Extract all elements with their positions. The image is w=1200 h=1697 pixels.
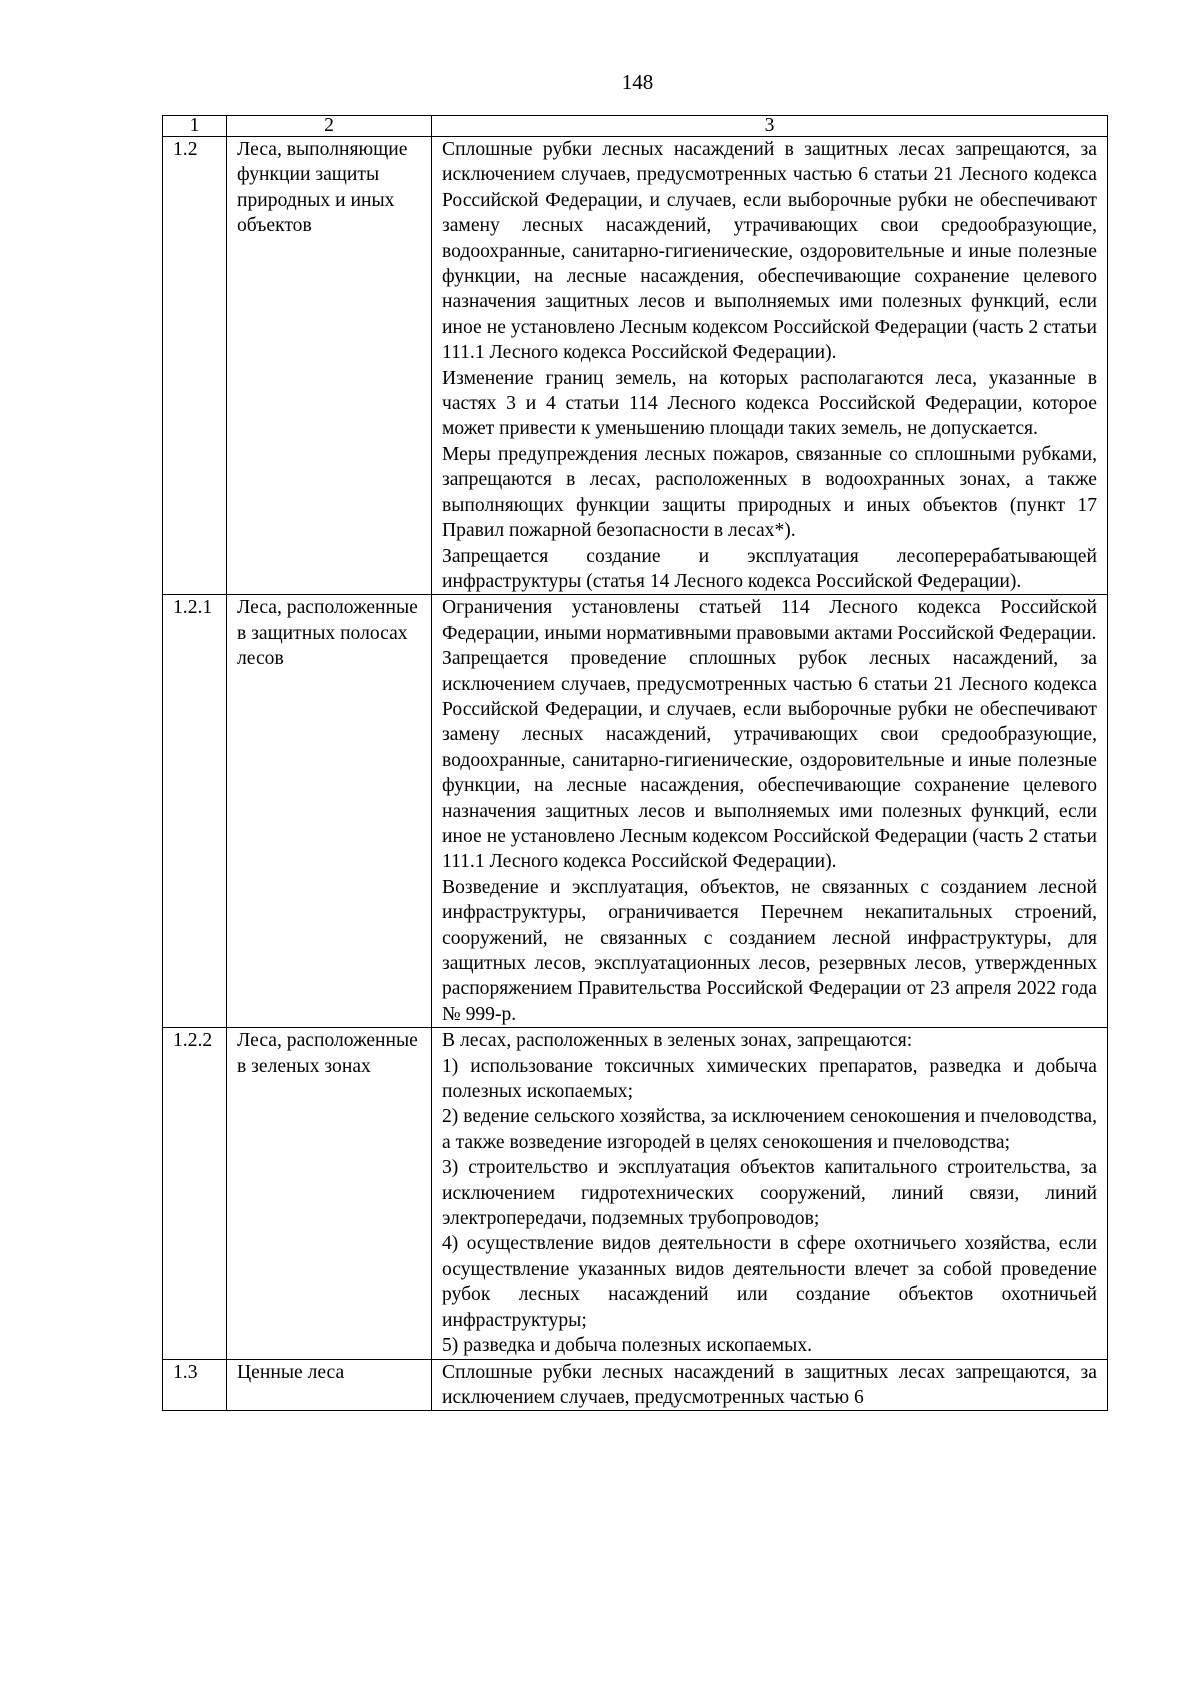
row-number: 1.2.1 — [163, 595, 227, 1028]
table-header-row — [163, 116, 1108, 137]
header-col-3: 3 — [432, 116, 1108, 137]
paragraph: Сплошные рубки лесных насаждений в защитных лесах запрещаются, за исключением случаев, предусмотренных частью 6 — [442, 1361, 1097, 1408]
forest-category: Леса, расположенные в зеленых зонах — [227, 1028, 432, 1359]
paragraph: Ограничения установлены статьей 114 Лесного кодекса Российской Федерации, иными нормативными правовыми актами Российской Федерации. — [442, 597, 1097, 644]
table-row — [163, 1359, 1108, 1411]
forest-category: Ценные леса — [227, 1359, 432, 1411]
table-row — [163, 595, 1108, 1028]
paragraph: 4) осуществление видов деятельности в сфере охотничьего хозяйства, если осуществление указанных видов деятельности влечет за собой проведение рубок лесных насаждений или создание объектов охотничьей инфраструктуры; — [442, 1233, 1097, 1331]
row-number: 1.2.2 — [163, 1028, 227, 1359]
paragraph: Запрещается создание и эксплуатация лесоперерабатывающей инфраструктуры (статья 14 Лесного кодекса Российской Федерации). — [442, 545, 1097, 592]
restrictions-table — [162, 115, 1108, 1411]
row-number: 1.3 — [163, 1359, 227, 1411]
paragraph: Меры предупреждения лесных пожаров, связанные со сплошными рубками, запрещаются в лесах, расположенных в водоохранных зонах, а также выполняющих функции защиты природных и иных объектов (пункт 17 Правил пожарной безопасности в лесах*). — [442, 443, 1097, 542]
forest-category: Леса, расположенные в защитных полосах лесов — [227, 595, 432, 1028]
header-col-1: 1 — [163, 116, 227, 137]
page-number: 148 — [621, 70, 654, 94]
paragraph: Запрещается проведение сплошных рубок лесных насаждений, за исключением случаев, предусмотренных частью 6 статьи 21 Лесного кодекса Российской Федерации, и случаев, если выборочные рубки не обеспечивают замену лесных насаждений, утрачивающих свои средообразующие, водоохранные, санитарно-гигиенические, оздоровительные и иные полезные функции, на лесные насаждения, обеспечивающие сохранение целевого назначения защитных лесов и выполняемых ими полезных функций, если иное не установлено Лесным кодексом Российской Федерации (часть 2 статьи 111.1 Лесного кодекса Российской Федерации). — [442, 648, 1097, 873]
paragraph: 3) строительство и эксплуатация объектов капитального строительства, за исключением гидротехнических сооружений, линий связи, линий электропередачи, подземных трубопроводов; — [442, 1157, 1097, 1230]
restrictions-text — [432, 595, 1108, 1028]
restrictions-text — [432, 1359, 1108, 1411]
table-row — [163, 1028, 1108, 1359]
paragraph: 2) ведение сельского хозяйства, за исключением сенокошения и пчеловодства, а также возведение изгородей в целях сенокошения и пчеловодства; — [442, 1106, 1097, 1153]
forest-category: Леса, выполняющие функции защиты природных и иных объектов — [227, 137, 432, 595]
paragraph: В лесах, расположенных в зеленых зонах, запрещаются: — [442, 1030, 913, 1052]
header-col-2: 2 — [227, 116, 432, 137]
paragraph: 1) использование токсичных химических препаратов, разведка и добыча полезных ископаемых; — [442, 1055, 1097, 1103]
restrictions-text — [432, 1028, 1108, 1359]
row-number: 1.2 — [163, 137, 227, 595]
paragraph: 5) разведка и добыча полезных ископаемых. — [442, 1335, 813, 1357]
paragraph: Сплошные рубки лесных насаждений в защитных лесах запрещаются, за исключением случаев, предусмотренных частью 6 статьи 21 Лесного кодекса Российской Федерации, и случаев, если выборочные рубки не обеспечивают замену лесных насаждений, утрачивающих свои средообразующие, водоохранные, санитарно-гигиенические, оздоровительные и иные полезные функции, на лесные насаждения, обеспечивающие сохранение целевого назначения защитных лесов и выполняемых ими полезных функций, если иное не установлено Лесным кодексом Российской Федерации (часть 2 статьи 111.1 Лесного кодекса Российской Федерации). — [442, 139, 1097, 364]
table-row — [163, 137, 1108, 595]
restrictions-text — [432, 137, 1108, 595]
paragraph: Возведение и эксплуатация, объектов, не связанных с созданием лесной инфраструктуры, ограничивается Перечнем некапитальных строений, сооружений, не связанных с созданием лесной инфраструктуры, для защитных лесов, эксплуатационных лесов, резервных лесов, утвержденных распоряжением Правительства Российской Федерации от 23 апреля 2022 года № 999-р. — [442, 876, 1097, 1025]
paragraph: Изменение границ земель, на которых располагаются леса, указанные в частях 3 и 4 статьи 114 Лесного кодекса Российской Федерации, которое может привести к уменьшению площади таких земель, не допускается. — [442, 367, 1097, 440]
